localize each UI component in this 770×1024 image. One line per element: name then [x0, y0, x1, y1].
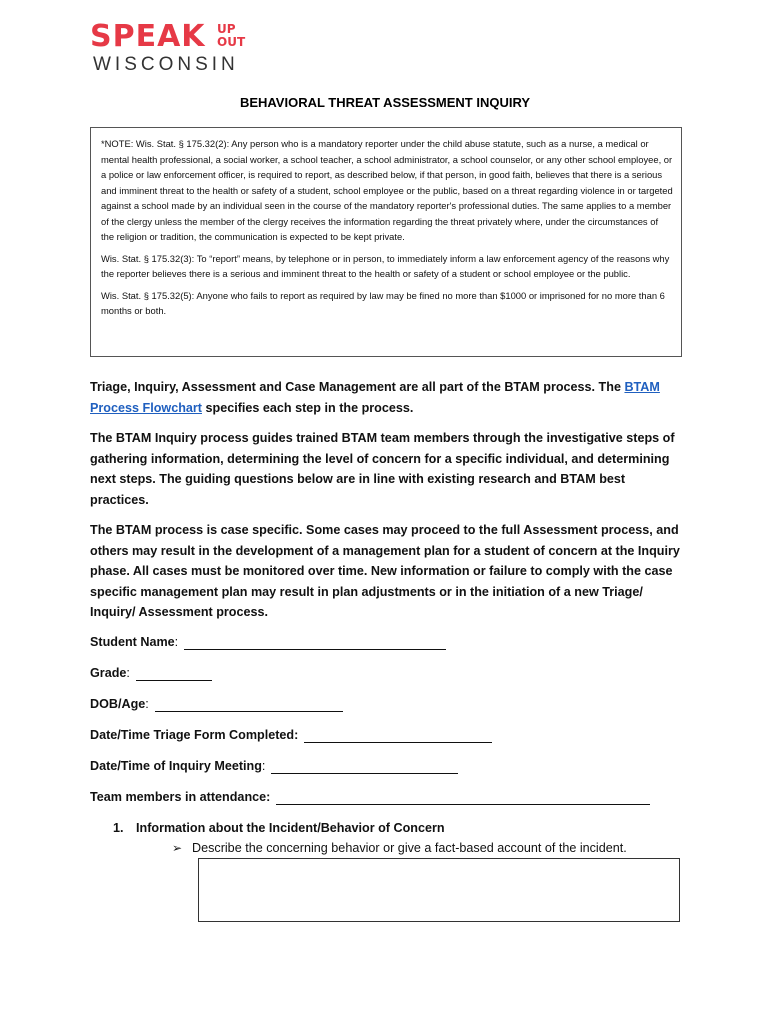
grade-input-line[interactable] — [136, 666, 212, 681]
grade-field[interactable]: Grade : — [90, 665, 212, 681]
inquiry-process-paragraph: The BTAM Inquiry process guides trained BTAM team members through the investigative steps of gathering information, determining the level of concern for a specific individual, and determining next steps. The guiding questions below are in line with existing research and BTAM best practices. — [90, 431, 675, 507]
section-1-heading: 1. Information about the Incident/Behavior of Concern — [113, 821, 445, 835]
logo-wisconsin-text: WISCONSIN — [93, 54, 239, 75]
inquiry-meeting-date-input-line[interactable] — [271, 759, 458, 774]
triage-form-date-field[interactable]: Date/Time Triage Form Completed: — [90, 727, 492, 743]
logo-up-out-text: UP OUT — [217, 22, 246, 49]
arrow-bullet-icon: ➢ — [172, 841, 183, 855]
inquiry-meeting-date-field[interactable]: Date/Time of Inquiry Meeting : — [90, 758, 458, 774]
student-name-input-line[interactable] — [184, 635, 446, 650]
logo-speak-text: SPEAK — [90, 19, 206, 54]
speak-up-out-logo — [90, 20, 260, 75]
triage-form-date-input-line[interactable] — [304, 728, 492, 743]
intro-paragraph: Triage, Inquiry, Assessment and Case Management are all part of the BTAM process. The BTAM Process Flowchart specifies each step in the process. — [90, 380, 660, 415]
note-paragraph: *NOTE: Wis. Stat. § 175.32(2): Any person who is a mandatory reporter under the child abuse statute, such as a nurse, a medical or mental health professional, a social worker, a school teacher, a school administrator, a school counselor, or any other school employee, or a police or law enforcement officer, is required to report, as described below, if that person, in good faith, believes that there is a serious and imminent threat to the health or safety of a student, school employee or the public, based on a threat regarding violence in or targeted against a school made by an individual seen in the course of the mandatory reporter's professional duties. The same applies to a member of the clergy unless the member of the clergy receives the information regarding the threat privately where, under the circumstances of the religion or tradition, the communication is expected to be kept private. — [101, 138, 673, 242]
dob-age-input-line[interactable] — [155, 697, 343, 712]
note-paragraph: Wis. Stat. § 175.32(5): Anyone who fails to report as required by law may be fined no more than $1000 or imprisoned for no more than 6 months or both. — [101, 289, 665, 316]
dob-age-field[interactable]: DOB/Age : — [90, 696, 343, 712]
student-name-field[interactable]: Student Name : — [90, 634, 446, 650]
team-members-input-line[interactable] — [276, 790, 650, 805]
btam-flowchart-link[interactable]: BTAM Process Flowchart — [90, 380, 660, 415]
case-specific-paragraph: The BTAM process is case specific. Some cases may proceed to the full Assessment process, and others may result in the development of a management plan for a student of concern at the Inquiry phase. All cases must be monitored over time. New information or failure to comply with the case specific management plan may result in plan adjustments or in the initiation of a new Triage/ Inquiry/ Assessment process. — [90, 523, 680, 619]
page-title: BEHAVIORAL THREAT ASSESSMENT INQUIRY — [239, 95, 531, 110]
legal-note-box — [90, 127, 682, 357]
team-members-field[interactable]: Team members in attendance: — [90, 789, 650, 805]
incident-description-textbox[interactable] — [198, 858, 680, 922]
section-1-bullet: ➢ Describe the concerning behavior or give a fact-based account of the incident. — [172, 841, 627, 855]
note-paragraph: Wis. Stat. § 175.32(3): To “report” means, by telephone or in person, to immediately inform a law enforcement agency of the reasons why the reporter believes there is a serious and imminent threat to the health or safety of a student or school employee or the public. — [101, 252, 670, 279]
